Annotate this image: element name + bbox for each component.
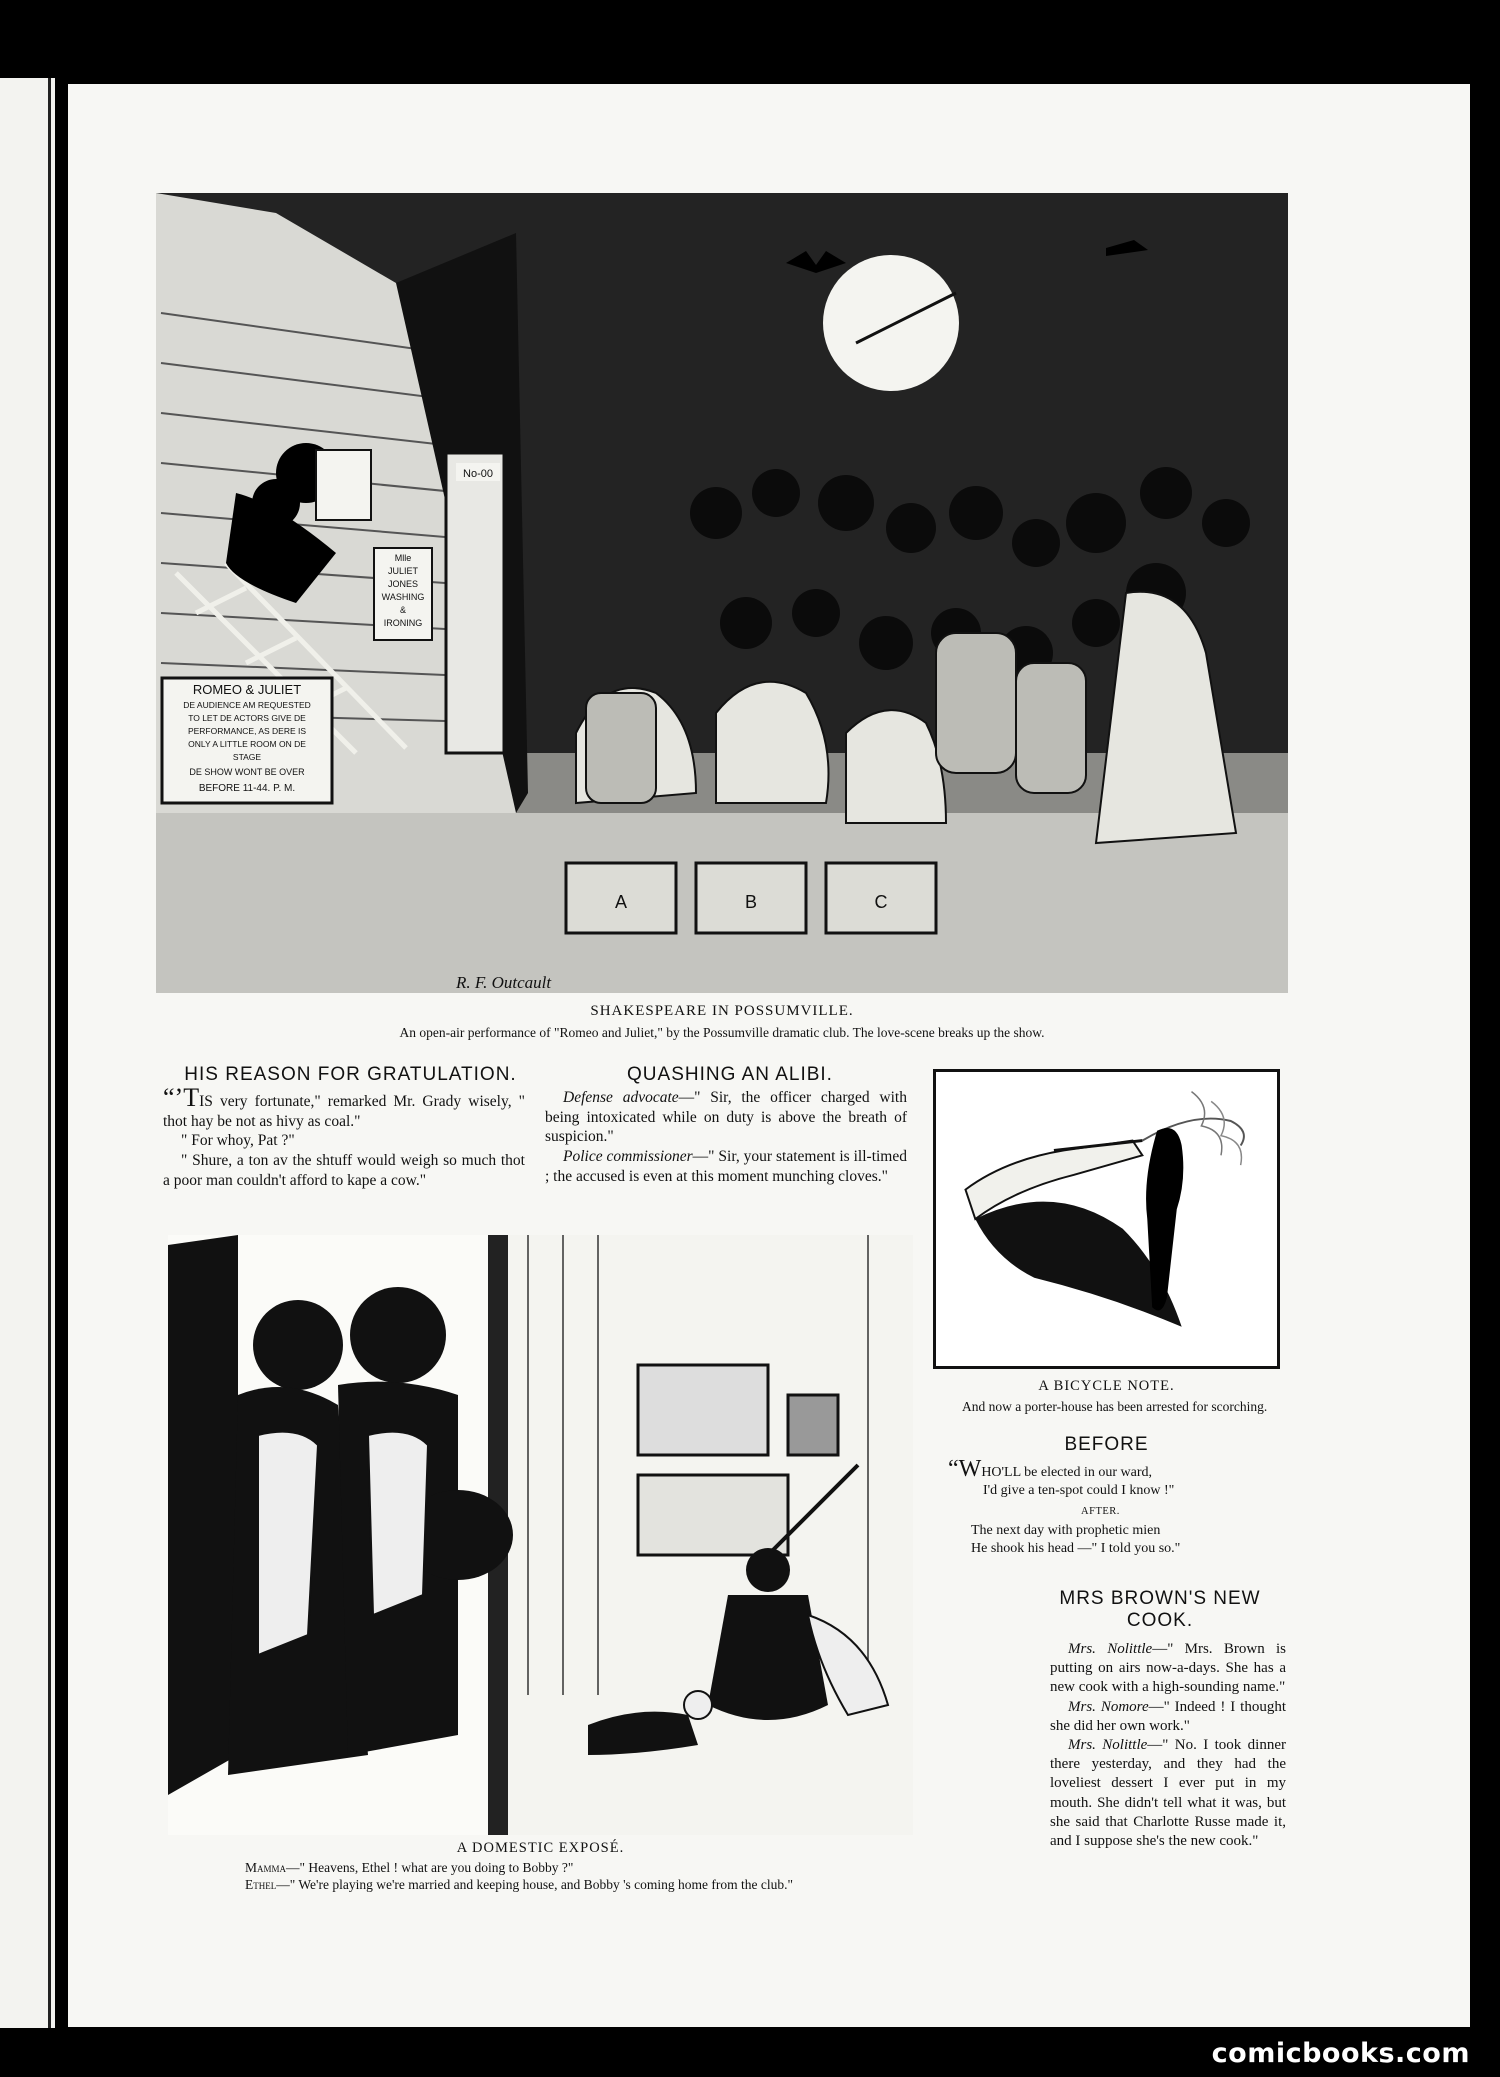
sign-juliet-line-3: JONES <box>387 579 419 589</box>
col1-dropcap: “’T <box>163 1083 200 1112</box>
seat-label-b: B <box>744 892 758 912</box>
mrs-brown-speaker-2: Mrs. Nomore <box>1068 1698 1149 1715</box>
col2-article <box>545 1088 907 1186</box>
col2-speaker-1: Defense advocate <box>563 1089 679 1106</box>
domestic-speaker-1: Mamma <box>245 1860 287 1875</box>
seat-label-a: A <box>614 892 628 912</box>
sign-romeo-line-2: DE AUDIENCE AM REQUESTED <box>183 700 311 710</box>
before-line-1: HO'LL be elected in our ward, <box>981 1465 1153 1480</box>
mrs-brown-line-1: —" Mrs. Brown is putting on airs now-a-days. She has a new cook with a high-sounding name." <box>1050 1641 1286 1696</box>
before-poem <box>948 1456 1283 1558</box>
sign-juliet-line-2: JULIET <box>387 566 419 576</box>
before-heading: BEFORE <box>1064 1434 1149 1455</box>
sign-juliet-line-4: WASHING <box>381 592 425 602</box>
col2-speaker-2: Police commissioner <box>563 1148 693 1166</box>
sign-romeo-line-5: ONLY A LITTLE ROOM ON DE <box>188 739 306 749</box>
door-number: No-00 <box>463 468 493 480</box>
col1-para-3: " Shure, a ton av the shtuff would weigh so much thot a poor man couldn't afford to kape a cow." <box>163 1152 525 1189</box>
domestic-caption-title: A DOMESTIC EXPOSÉ. <box>456 1840 625 1856</box>
sign-romeo-line-6: STAGE <box>232 752 262 762</box>
col1-para-1: IS very fortunate," remarked Mr. Grady wisely, " thot hay be not as hivy as coal." <box>163 1093 525 1130</box>
sign-juliet-line-1: Mlle <box>394 553 412 563</box>
shakespeare-illustration <box>156 193 1288 993</box>
sign-romeo-line-1: ROMEO & JULIET <box>192 682 302 697</box>
bicycle-caption-text: And now a porter-house has been arrested for scorching. <box>962 1399 1268 1414</box>
bicycle-illustration <box>933 1069 1280 1369</box>
top-caption-text: An open-air performance of "Romeo and Juliet," by the Possumville dramatic club. The love-scene breaks up the show. <box>399 1025 1045 1040</box>
col1-heading: HIS REASON FOR GRATULATION. <box>184 1064 517 1085</box>
site-watermark: comicbooks.com <box>1211 2038 1470 2069</box>
mrs-brown-heading-line-1: MRS BROWN'S NEW <box>1059 1588 1261 1609</box>
previous-page-edge <box>0 78 55 2028</box>
domestic-line-1: —" Heavens, Ethel ! what are you doing to Bobby ?" <box>286 1860 574 1875</box>
col1-article <box>163 1083 525 1190</box>
before-dropcap: “W <box>948 1456 982 1482</box>
sign-romeo-line-3: TO LET DE ACTORS GIVE DE <box>188 713 306 723</box>
col1-para-2: " For whoy, Pat ?" <box>181 1132 295 1150</box>
sign-romeo-line-7: DE SHOW WONT BE OVER <box>189 767 305 777</box>
mrs-brown-line-2: —" Indeed ! I thought she did her own work." <box>1050 1698 1286 1734</box>
before-line-2: I'd give a ten-spot could I know !" <box>983 1482 1175 1498</box>
bicycle-caption-title: A BICYCLE NOTE. <box>1038 1378 1175 1394</box>
col2-line-2: —" Sir, your statement is ill-timed ; the accused is even at this moment munching cloves." <box>545 1148 907 1185</box>
domestic-line-2: —" We're playing we're married and keeping house, and Bobby 's coming home from the club." <box>276 1876 793 1892</box>
before-line-4: He shook his head —" I told you so." <box>971 1541 1181 1557</box>
mrs-brown-heading <box>1040 1588 1280 1632</box>
mrs-brown-article <box>1050 1640 1286 1851</box>
after-subheading: AFTER. <box>1081 1505 1120 1517</box>
sign-juliet-line-5: & <box>399 605 407 615</box>
domestic-illustration <box>168 1235 913 1835</box>
page-gutter-line <box>48 78 51 2028</box>
mrs-brown-line-3: —" No. I took dinner there yesterday, and they had the loveliest dessert I ever put in my mouth. She didn't tell what it was, but she said that Charlotte Russe made it, and I suppose she's the new cook." <box>1050 1736 1286 1849</box>
sign-romeo-line-4: PERFORMANCE, AS DERE IS <box>187 726 307 736</box>
col2-heading: QUASHING AN ALIBI. <box>627 1064 833 1085</box>
sign-romeo-line-8: BEFORE 11-44. P. M. <box>198 783 296 794</box>
mrs-brown-speaker-1: Mrs. Nolittle <box>1068 1641 1153 1657</box>
seat-label-c: C <box>874 892 888 912</box>
mrs-brown-heading-line-2: COOK. <box>1126 1609 1194 1631</box>
before-line-3: The next day with prophetic mien <box>971 1523 1161 1539</box>
top-caption-title: SHAKESPEARE IN POSSUMVILLE. <box>590 1003 854 1019</box>
col2-line-1: —" Sir, the officer charged with being intoxicated while on duty is above the breath of suspicion." <box>545 1089 907 1146</box>
domestic-speaker-2: Ethel <box>245 1876 277 1892</box>
domestic-dialogue <box>245 1860 965 1894</box>
sign-juliet-line-6: IRONING <box>383 618 423 628</box>
artist-signature: R. F. Outcault <box>456 973 552 992</box>
mrs-brown-speaker-3: Mrs. Nolittle <box>1068 1736 1148 1753</box>
